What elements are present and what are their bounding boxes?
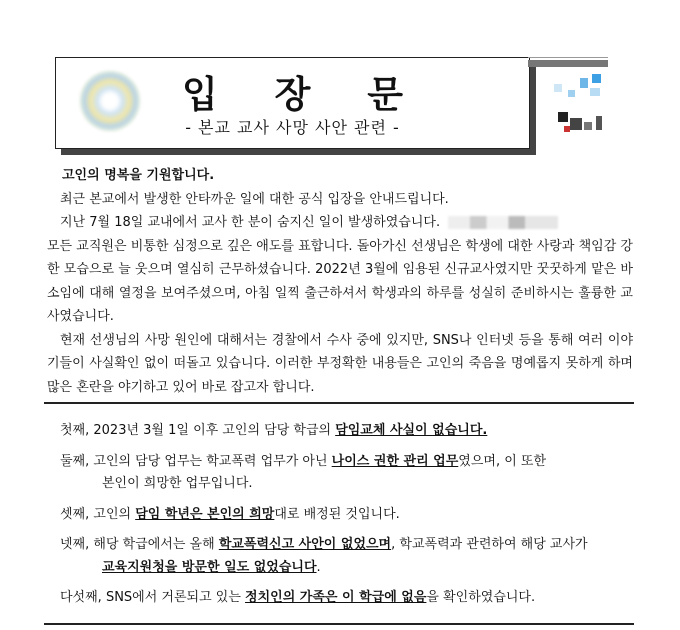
header-box <box>55 57 530 149</box>
page-title: 입 장 문 <box>182 73 425 116</box>
fact-item-5: 다섯째, SNS에서 거론되고 있는 정치인의 가족은 이 학급에 없음을 확인하였습니다. <box>60 590 536 605</box>
fact-item-1: 첫째, 2023년 3월 1일 이후 고인의 담당 학급의 담임교체 사실이 없습니다. <box>60 423 488 438</box>
paragraph-intro: 최근 본교에서 발생한 안타까운 일에 대한 공식 입장을 안내드립니다. <box>60 191 449 207</box>
divider-bottom <box>44 623 634 625</box>
fact-emphasis: 정치인의 가족은 이 학급에 없음 <box>245 590 427 605</box>
facts-list <box>60 420 630 618</box>
fact-emphasis: 담임 학년은 본인의 희망 <box>135 506 275 522</box>
fact-emphasis: 담임교체 사실이 없습니다. <box>335 423 488 438</box>
fact-item-3: 셋째, 고인의 담임 학년은 본인의 희망대로 배정된 것입니다. <box>60 506 400 522</box>
condolence-heading: 고인의 명복을 기원합니다. <box>62 168 215 183</box>
redacted-text <box>448 216 558 229</box>
fact-emphasis: 교육지원청을 방문한 일도 없었습니다 <box>102 559 317 575</box>
paragraph-clarification: 현재 선생님의 사망 원인에 대해서는 경찰에서 수사 중에 있지만, SNS나 인터넷 등을 통해 여러 이야기들이 사실확인 없이 떠돌고 있습니다. 이러한 부정확한 내용들은 고인의 죽음을 명예롭지 못하게 하며 많은 혼란을 야기하고 있어 바로 잡고자 합니다. <box>47 332 633 395</box>
divider-top <box>44 402 634 404</box>
paragraph-incident <box>47 211 633 235</box>
header-bar <box>528 60 608 67</box>
fact-emphasis: 학교폭력신고 사안이 없었으며 <box>218 537 392 552</box>
fact-item-2: 둘째, 고인의 담당 업무는 학교폭력 업무가 아닌 나이스 권한 관리 업무였으며, 이 또한 본인이 희망한 업무입니다. <box>60 453 547 491</box>
fact-emphasis: 나이스 권한 관리 업무 <box>331 453 459 469</box>
statement-body <box>47 164 633 399</box>
paragraph-tribute: 모든 교직원은 비통한 심정으로 깊은 애도를 표합니다. 돌아가신 선생님은 학생에 대한 사랑과 책임감 강한 모습으로 늘 웃으며 열심히 근무하셨습니다. 2022년 3월에 임용된 신규교사였지만 꿋꿋하게 맡은 바 소임에 대해 열정을 보여주셨으며, 아침 일찍 출근하셔서 학생과의 하루를 성실히 준비하시는 훌륭한 교사였습니다. <box>47 238 633 324</box>
school-logo-blurred <box>552 72 612 142</box>
header-top-line <box>528 57 608 58</box>
incident-text: 지난 7월 18일 교내에서 교사 한 분이 숨지신 일이 발생하였습니다. <box>60 215 441 230</box>
page-subtitle: - 본교 교사 사망 사안 관련 - <box>185 118 400 137</box>
fact-item-4: 넷째, 해당 학급에서는 올해 학교폭력신고 사안이 없었으며, 학교폭력과 관련하여 해당 교사가 교육지원청을 방문한 일도 없었습니다. <box>60 537 588 575</box>
